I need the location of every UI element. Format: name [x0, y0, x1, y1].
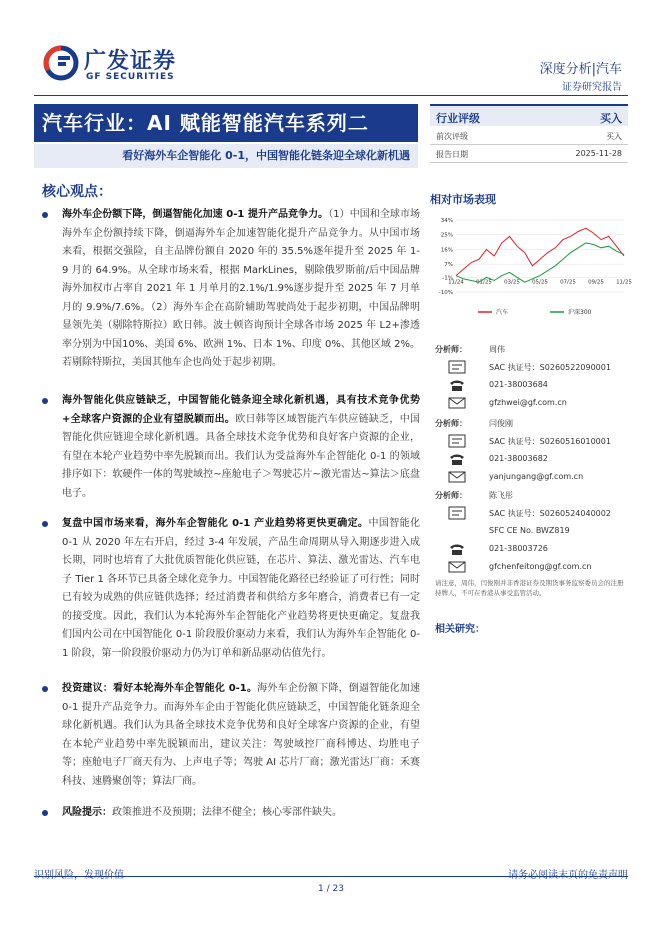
- core-views-title: 核心观点：: [42, 184, 112, 200]
- analyst-email: gfzhwei@gf.com.cn: [489, 398, 567, 407]
- bullet-icon: [42, 521, 48, 527]
- series-line-1: [456, 243, 624, 282]
- para-body: 欧日韩等区域智能汽车供应链缺乏，中国智能化供应链迎全球化新机遇。具备全球技术竞争优势和良好客户资源的企业，有望在本轮产业趋势中率先脱颖而出。我们认为受益海外车企智能化 0-1 的领域排序如下：软硬件一体的驾驶域控~座舱电子＞驾驶芯片~激光雷达~算法＞底盘电子。: [62, 413, 420, 499]
- rating-row: [430, 146, 628, 163]
- legend-label: 汽车: [496, 309, 509, 316]
- email-icon: [448, 560, 466, 574]
- x-tick-label: 11/24: [448, 279, 464, 286]
- core-paragraph-1: [42, 206, 420, 373]
- report-category: 深度分析|汽车: [539, 62, 622, 77]
- legend-label: 沪深300: [568, 309, 592, 316]
- logo-text-cn: 广发证券: [84, 49, 177, 74]
- para-body: （1）中国和全球市场海外车企份额持续下降，倒逼海外车企加速智能化提升产品竞争力。从中国市场来看，根据交强险，自主品牌份额自 2020 年的 35.5%逐年提升至 2025 年 1-9 月的 64.9%。从全球市场来看，根据 MarkLines，剔除俄罗斯前/后中国品牌海外加权市占率自 2021 年 1 月单月的2.1%/1.9%逐步提升至 2025 年 7 月单月的 9.9%/7.6%。（2）海外车企在高阶辅助驾驶尚处于起步初期，中国品牌明显领先美（剔除特斯拉）欧日韩。波士顿咨询预计全球各市场 2025 年 L2+渗透率分别为中国10%、美国 6%、欧洲 1%、日本 1%、印度 0%、其他区域 2%。若剔除特斯拉，美国其他车企也尚处于起步初期。: [62, 209, 420, 368]
- x-tick-label: 11/25: [616, 279, 632, 286]
- rating-header-value: 买入: [600, 112, 622, 125]
- x-tick-label: 09/25: [588, 279, 604, 286]
- x-tick-label: 05/25: [532, 279, 548, 286]
- y-tick-label: -10%: [438, 290, 453, 296]
- id-card-icon: [448, 360, 466, 374]
- core-paragraph-2: [42, 392, 420, 503]
- analyst-disclaimer: 请注意，周伟，闫俊刚并非香港证券及期货事务监察委员会的注册持牌人，不可在香港从事受监管活动。: [435, 579, 624, 597]
- bullet-icon: [42, 398, 48, 404]
- analyst-email: yanjungang@gf.com.cn: [489, 472, 584, 481]
- para-body: 政策推进不及预期；法律不健全；核心零部件缺失。: [112, 807, 342, 818]
- rating-header: [430, 104, 628, 126]
- y-tick-label: 7%: [444, 262, 453, 269]
- email-icon: [448, 396, 466, 410]
- header-divider: [34, 95, 628, 96]
- report-subtitle: 看好海外车企智能化 0-1，中国智能化链条迎全球化新机遇: [34, 144, 418, 168]
- bullet-icon: [42, 686, 48, 692]
- analyst-label: 分析师：: [435, 419, 467, 428]
- rating-header-label: 行业评级: [436, 112, 480, 125]
- bullet-icon: [42, 810, 48, 816]
- x-tick-label: 01/25: [476, 279, 492, 286]
- phone-icon: [448, 542, 466, 556]
- page-number: 1 / 23: [318, 884, 344, 894]
- logo-text-en: GF SECURITIES: [86, 72, 175, 82]
- x-tick-label: 03/25: [504, 279, 520, 286]
- analyst-sac: SAC 执证号：S0260522090001: [489, 363, 611, 372]
- related-research-title: 相关研究：: [435, 624, 485, 635]
- phone-icon: [448, 378, 466, 392]
- para-lead: 海外车企份额下降，倒逼智能化加速 0-1 提升产品竞争力。: [62, 209, 329, 220]
- rating-row-label: 前次评级: [436, 132, 468, 141]
- core-paragraph-5: [42, 804, 420, 823]
- analyst-sfc: SFC CE No. BWZ819: [489, 526, 570, 535]
- analyst-name: 闫俊刚: [489, 419, 513, 428]
- analyst-phone: 021-38003726: [489, 544, 548, 553]
- para-lead: 投资建议：看好本轮海外车企智能化 0-1。: [62, 683, 258, 694]
- analyst-name: 周伟: [489, 345, 505, 354]
- para-lead: 风险提示：: [62, 807, 112, 818]
- bullet-icon: [42, 212, 48, 218]
- report-type: 证券研究报告: [562, 82, 622, 93]
- core-paragraph-4: [42, 680, 420, 791]
- analyst-label: 分析师：: [435, 491, 467, 500]
- analyst-sac: SAC 执证号：S0260524040002: [489, 509, 611, 518]
- series-line-0: [456, 228, 624, 275]
- y-tick-label: 34%: [440, 218, 453, 224]
- analyst-name: 陈飞彤: [489, 491, 513, 500]
- analyst-phone: 021-38003682: [489, 454, 548, 463]
- para-lead: 复盘中国市场来看，海外车企智能化 0-1 产业趋势将更快更确定。: [62, 518, 369, 529]
- analyst-label: 分析师：: [435, 345, 467, 354]
- footer-slogan: [34, 866, 124, 881]
- rating-row-value: 买入: [606, 132, 622, 141]
- y-tick-label: 25%: [440, 232, 453, 239]
- id-card-icon: [448, 506, 466, 520]
- market-performance-title: 相对市场表现: [430, 193, 496, 206]
- core-paragraph-3: [42, 515, 420, 663]
- analyst-sac: SAC 执证号：S0260516010001: [489, 437, 611, 446]
- x-tick-label: 07/25: [560, 279, 576, 286]
- analyst-phone: 021-38003684: [489, 380, 548, 389]
- gf-logo-icon: [44, 46, 78, 80]
- para-body: 中国智能化 0-1 从 2020 年左右开启，经过 3-4 年发展，产品生命周期从导入期逐步进入成长期，同时也培育了大批优质智能化供应链，在芯片、算法、激光雷达、汽车电子 Tier 1 各环节已具备全球化竞争力。中国智能化路径已经验证了可行性；同时已有较为成熟的供应链供选择；经过消费者和供给方多年磨合，消费者已有一定的接受度。因此，我们认为本轮海外车企智能化产业趋势将更快更确定。复盘我们国内公司在中国智能化 0-1 阶段股价驱动力来看，我们认为海外车企智能化 0-1 阶段，第一阶段股价驱动力仍为订单和新品驱动估值先行。: [62, 518, 421, 659]
- market-performance-chart: [430, 212, 632, 322]
- para-body: 海外车企份额下降，倒逼智能化加速 0-1 提升产品竞争力。而海外车企由于智能化供应链缺乏，中国智能化链条迎全球化新机遇。我们认为具备全球技术竞争优势和良好全球客户资源的企业，有望在本轮产业趋势中率先脱颖而出，建议关注：驾驶域控厂商科博达、均胜电子等；座舱电子厂商天有为、上声电子等；驾驶 AI 芯片厂商；激光雷达厂商：禾赛科技、速腾聚创等；算法厂商。: [62, 683, 420, 787]
- rating-row: [430, 128, 628, 145]
- analyst-email: gfchenfeitong@gf.com.cn: [489, 562, 592, 571]
- footer-divider: [34, 876, 628, 877]
- y-tick-label: -1%: [442, 275, 453, 282]
- phone-icon: [448, 452, 466, 466]
- email-icon: [448, 470, 466, 484]
- footer-disclaimer: [508, 866, 628, 881]
- report-title: 汽车行业：AI 赋能智能汽车系列二: [34, 104, 418, 142]
- y-tick-label: 16%: [440, 247, 453, 254]
- rating-row-label: 报告日期: [436, 150, 468, 159]
- id-card-icon: [448, 434, 466, 448]
- rating-row-value: 2025-11-28: [575, 149, 622, 158]
- para-lead: 海外智能化供应链缺乏，中国智能化链条迎全球化新机遇，具有技术竞争优势+全球客户资源的企业有望脱颖而出。: [62, 395, 420, 425]
